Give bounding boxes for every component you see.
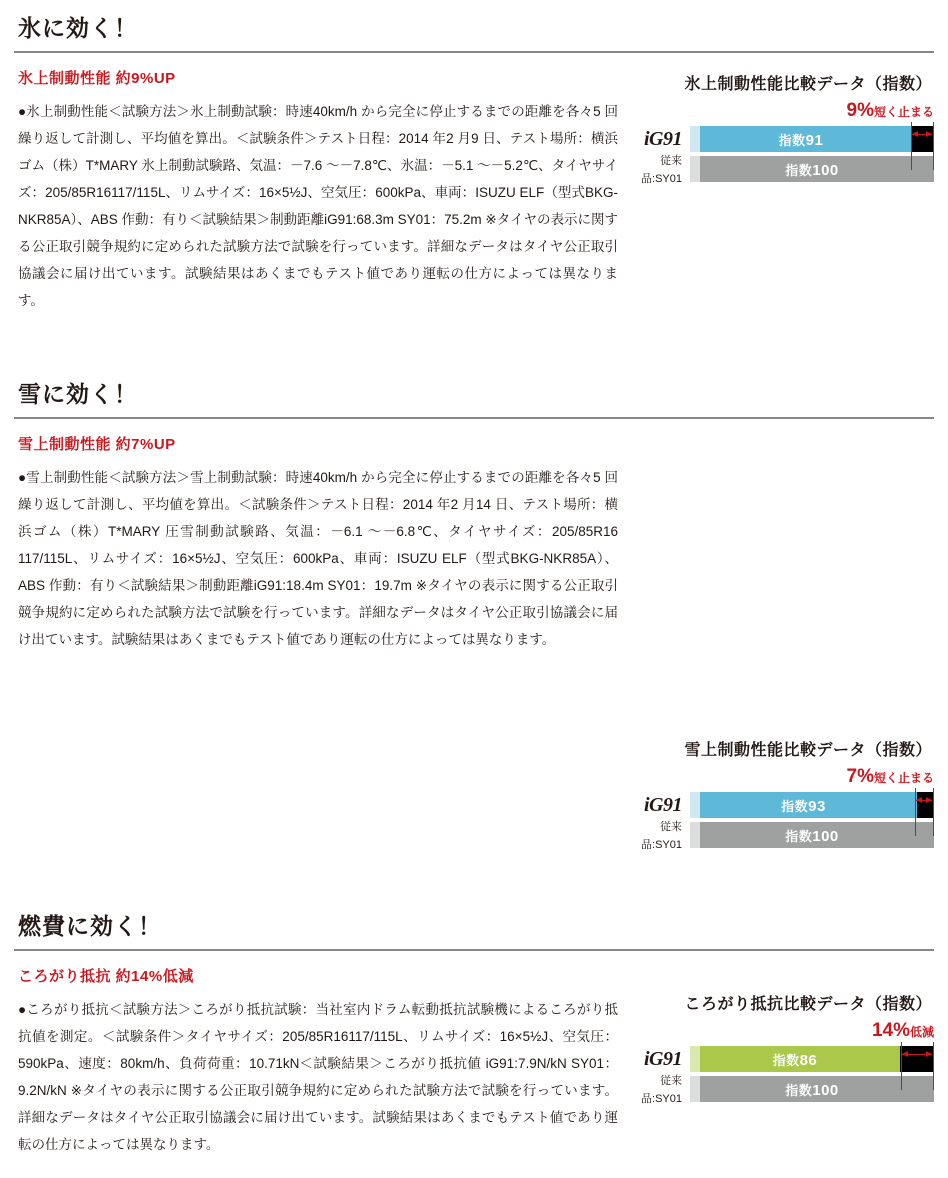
callout-label-snow: 短く止まる bbox=[873, 771, 934, 785]
chart-callout-fuel bbox=[872, 1020, 934, 1042]
section-ice bbox=[0, 0, 948, 314]
bar-value-sy01-ice: 指数100 bbox=[785, 161, 839, 179]
chart-title-snow: 雪上制動性能比較データ（指数） bbox=[684, 742, 932, 759]
callout-value-snow: 7% bbox=[846, 766, 874, 787]
bar-value-ig91-snow: 指数93 bbox=[781, 797, 826, 815]
chart-tick2-ice bbox=[911, 122, 912, 170]
chart-bar-track-sy01-fuel bbox=[690, 1076, 934, 1102]
body-text-ice: ●氷上制動性能＜試験方法＞氷上制動試験：時速40km/h から完全に停止するまでの距離を各々5 回繰り返して計測し、平均値を算出。＜試験条件＞テスト日程：2014 年2 月9 日、テスト場所：横浜ゴム（株）T*MARY 氷上制動試験路、気温：－7.6 ～－7.8℃、氷温：－5.1 ～－5.2℃、タイヤサイズ：205/85R16117/115L、リムサイズ：16×5½J、空気圧：600kPa、車両：ISUZU ELF（型式BKG-NKR85A）、ABS 作動：有り＜試験結果＞制動距離iG91:68.3m SY01：75.2m ※タイヤの表示に関する公正取引競争規約に定められた試験方法で試験を行っています。詳細なデータはタイヤ公正取引協議会に届け出ています。試験結果はあくまでもテスト値であり運転の仕方によっては異なります。 bbox=[18, 104, 618, 308]
chart-label-ig91-ice bbox=[624, 128, 690, 151]
chart-bar-track-sy01-snow bbox=[690, 822, 934, 848]
chart-row-ig91-fuel bbox=[624, 1046, 934, 1072]
chart-bar-track-ig91-snow bbox=[690, 792, 934, 818]
chart-label-sy01-fuel bbox=[624, 1071, 690, 1107]
chart-area-fuel bbox=[624, 1020, 934, 1112]
section-text-snow bbox=[14, 433, 618, 653]
chart-tick-snow bbox=[933, 788, 934, 836]
callout-value-ice: 9% bbox=[846, 100, 874, 121]
chart-label-ig91-snow bbox=[624, 794, 690, 817]
chart-label-ig91-fuel bbox=[624, 1048, 690, 1071]
chart-tick2-snow bbox=[915, 788, 916, 836]
chart-bar-sy01-snow bbox=[690, 822, 934, 848]
section-text-fuel bbox=[14, 965, 618, 1158]
bar-value-ig91-fuel: 指数86 bbox=[772, 1051, 818, 1069]
subtitle-ice: 氷上制動性能 約9%UP bbox=[18, 70, 176, 87]
product-name-ig91-snow: iG91 bbox=[644, 793, 682, 816]
section-snow bbox=[0, 366, 948, 858]
chart-title-fuel: ころがり抵抗比較データ（指数） bbox=[684, 996, 932, 1013]
chart-bar-sy01-ice bbox=[690, 156, 934, 182]
subtitle-fuel: ころがり抵抗 約14%低減 bbox=[18, 968, 194, 985]
chart-tick-ice bbox=[933, 122, 934, 170]
bar-value-sy01-fuel: 指数100 bbox=[785, 1081, 839, 1099]
chart-snow bbox=[618, 433, 934, 858]
chart-bar-track-ig91-ice bbox=[690, 126, 934, 152]
chart-area-ice bbox=[624, 100, 934, 192]
chart-bar-sy01-fuel bbox=[690, 1076, 934, 1102]
chart-label-sy01-ice bbox=[624, 151, 690, 187]
section-text-ice bbox=[14, 67, 618, 314]
callout-value-fuel: 14% bbox=[871, 1020, 910, 1041]
callout-label-fuel: 低減 bbox=[909, 1025, 934, 1039]
section-title-fuel: 燃費に効く！ bbox=[14, 898, 934, 951]
chart-area-snow bbox=[624, 766, 934, 858]
chart-bar-ig91-ice bbox=[690, 126, 912, 152]
product-name-ig91-ice: iG91 bbox=[644, 127, 682, 150]
chart-row-ig91-ice bbox=[624, 126, 934, 152]
subtitle-snow: 雪上制動性能 約7%UP bbox=[18, 436, 176, 453]
chart-bar-ig91-fuel bbox=[690, 1046, 900, 1072]
section-fuel bbox=[0, 898, 948, 1158]
body-text-fuel: ●ころがり抵抗＜試験方法＞ころがり抵抗試験：当社室内ドラム転動抵抗試験機によるころがり抵抗値を測定。＜試験条件＞タイヤサイズ：205/85R16117/115L、リムサイズ：16×5½J、空気圧：590kPa、速度：80km/h、負荷荷重：10.71kN＜試験結果＞ころがり抵抗値 iG91:7.9N/kN SY01：9.2N/kN ※タイヤの表示に関する公正取引競争規約に定められた試験方法で試験を行っています。詳細なデータはタイヤ公正取引協議会に届け出ています。試験結果はあくまでもテスト値であり運転の仕方によっては異なります。 bbox=[18, 1002, 618, 1152]
chart-tick2-fuel bbox=[901, 1042, 902, 1090]
chart-arrow-snow bbox=[916, 800, 932, 801]
chart-arrow-ice bbox=[912, 134, 932, 135]
bar-value-ig91-ice: 指数91 bbox=[778, 131, 824, 149]
chart-label-sy01-snow bbox=[624, 817, 690, 853]
chart-row-sy01-fuel bbox=[624, 1075, 934, 1105]
section-title-snow: 雪に効く！ bbox=[14, 366, 934, 419]
chart-bar-track-sy01-ice bbox=[690, 156, 934, 182]
chart-row-ig91-snow bbox=[624, 792, 934, 818]
product-name-ig91-fuel: iG91 bbox=[644, 1047, 682, 1070]
chart-fuel bbox=[618, 965, 934, 1112]
bar-value-sy01-snow: 指数100 bbox=[785, 827, 839, 845]
product-name-sy01-snow: 従来品:SY01 bbox=[641, 821, 682, 851]
product-name-sy01-ice: 従来品:SY01 bbox=[641, 155, 682, 185]
chart-bar-track-ig91-fuel bbox=[690, 1046, 934, 1072]
chart-arrow-fuel bbox=[902, 1054, 932, 1055]
chart-ice bbox=[618, 67, 934, 192]
chart-title-ice: 氷上制動性能比較データ（指数） bbox=[684, 76, 932, 93]
chart-tick-fuel bbox=[933, 1042, 934, 1090]
product-name-sy01-fuel: 従来品:SY01 bbox=[641, 1075, 682, 1105]
callout-label-ice: 短く止まる bbox=[873, 105, 934, 119]
chart-callout-snow bbox=[847, 766, 934, 788]
section-title-ice: 氷に効く！ bbox=[14, 0, 934, 53]
chart-bar-ig91-snow bbox=[690, 792, 917, 818]
chart-row-sy01-ice bbox=[624, 155, 934, 185]
body-text-snow: ●雪上制動性能＜試験方法＞雪上制動試験：時速40km/h から完全に停止するまでの距離を各々5 回繰り返して計測し、平均値を算出。＜試験条件＞テスト日程：2014 年2 月14 日、テスト場所：横浜ゴム（株）T*MARY 圧雪制動試験路、気温：－6.1 ～－6.8℃、タイヤサイズ：205/85R16 117/115L、リムサイズ：16×5½J、空気圧：600kPa、車両：ISUZU ELF（型式BKG-NKR85A）、ABS 作動：有り＜試験結果＞制動距離iG91:18.4m SY01：19.7m ※タイヤの表示に関する公正取引競争規約に定められた試験方法で試験を行っています。詳細なデータはタイヤ公正取引協議会に届け出ています。試験結果はあくまでもテスト値であり運転の仕方によっては異なります。 bbox=[18, 470, 618, 647]
chart-row-sy01-snow bbox=[624, 821, 934, 851]
chart-callout-ice bbox=[847, 100, 934, 122]
